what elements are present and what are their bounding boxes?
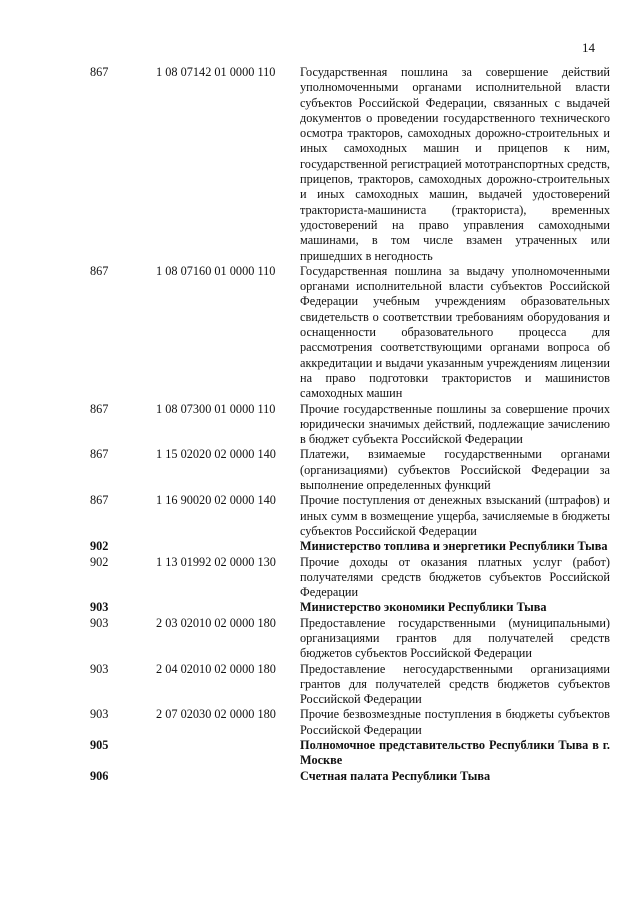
admin-code-cell: 867 [90,401,109,416]
revenue-code-cell: 2 07 02030 02 0000 180 [156,707,276,722]
admin-code-cell: 902 [90,539,109,554]
admin-code-cell: 903 [90,600,109,615]
section-title-cell: Полномочное представительство Республики Тыва в г. Москве [300,738,610,768]
revenue-code-cell: 1 15 02020 02 0000 140 [156,447,276,462]
admin-code-cell: 906 [90,768,109,783]
table-row [0,616,640,662]
table-row [0,707,640,738]
admin-code-cell: 867 [90,447,109,462]
section-title-cell: Министерство экономики Республики Тыва [300,600,547,615]
section-header-row [0,539,640,554]
admin-code-cell: 905 [90,738,109,753]
admin-code-cell: 903 [90,615,109,630]
revenue-name-cell: Предоставление негосударственными организациями грантов для получателей средств бюджетов субъектов Российской Федерации [300,661,610,707]
admin-code-cell: 867 [90,493,109,508]
section-header-row [0,600,640,615]
revenue-code-cell: 1 08 07142 01 0000 110 [156,65,276,79]
table-row [0,493,640,539]
admin-code-cell: 903 [90,707,109,722]
table-row [0,447,640,493]
revenue-name-cell: Государственная пошлина за совершение действий уполномоченными органами исполнительной власти субъектов Российской Федерации, связанных с выдачей документов о проведении государственного технического осмотра тракторов, самоходных дорожно-строительных и иных самоходных машин и прицепов к ним, государственной регистрацией мототранспортных средств, прицепов, тракторов, самоходных дорожно-строительных и иных самоходных машин, выдачей удостоверений тракториста-машиниста (тракториста), временных удостоверений на право управления самоходными машинами, в том числе взамен утраченных или пришедших в негодность [300,65,610,263]
section-header-row [0,769,640,784]
revenue-code-cell: 2 03 02010 02 0000 180 [156,615,276,630]
revenue-code-cell: 1 16 90020 02 0000 140 [156,493,276,508]
revenue-code-cell: 1 08 07300 01 0000 110 [156,401,276,416]
revenue-name-cell: Платежи, взимаемые государственными органами (организациями) субъектов Российской Федерации за выполнение определенных функций [300,447,610,493]
revenue-name-cell: Прочие поступления от денежных взысканий (штрафов) и иных сумм в возмещение ущерба, зачисляемые в бюджеты субъектов Российской Федерации [300,493,610,538]
revenue-table [0,65,640,784]
revenue-name-cell: Прочие безвозмездные поступления в бюджеты субъектов Российской Федерации [300,707,610,737]
section-header-row [0,738,640,769]
table-row [0,555,640,601]
admin-code-cell: 867 [90,263,109,278]
page-number: 14 [582,40,595,55]
section-title-cell: Министерство топлива и энергетики Республики Тыва [300,539,608,554]
admin-code-cell: 903 [90,661,109,676]
table-row [0,264,640,402]
table-row [0,662,640,708]
revenue-name-cell: Предоставление государственными (муниципальными) организациями грантов для получателей средств бюджетов субъектов Российской Федерации [300,615,610,661]
admin-code-cell: 902 [90,554,109,569]
revenue-name-cell: Прочие государственные пошлины за совершение прочих юридически значимых действий, подлежащие зачислению в бюджет субъекта Российской Федерации [300,401,610,447]
revenue-code-cell: 1 13 01992 02 0000 130 [156,554,276,569]
table-row [0,402,640,448]
section-title-cell: Счетная палата Республики Тыва [300,768,491,783]
revenue-name-cell: Государственная пошлина за выдачу уполномоченными органами исполнительной власти субъектов Российской Федерации учебным учреждениям образовательных свидетельств о соответствии требованиям оборудования и оснащенности образовательного процесса для рассмотрения соответствующими органами вопроса об аккредитации и выдачи указанным учреждениям лицензии на право подготовки трактористов и машинистов самоходных машин [300,263,610,401]
revenue-code-cell: 1 08 07160 01 0000 110 [156,263,276,278]
table-row [0,65,640,264]
revenue-name-cell: Прочие доходы от оказания платных услуг (работ) получателями средств бюджетов субъектов Российской Федерации [300,554,610,600]
revenue-code-cell: 2 04 02010 02 0000 180 [156,661,276,676]
admin-code-cell: 867 [90,65,109,79]
